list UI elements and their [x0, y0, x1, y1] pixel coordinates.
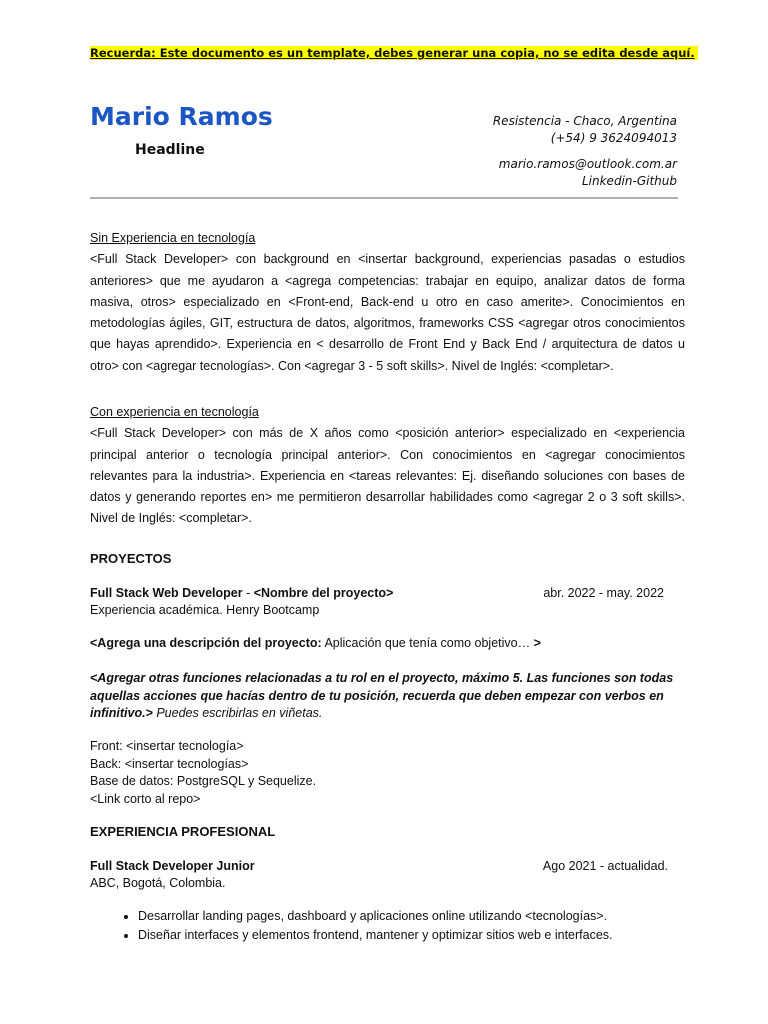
- tech-front: Front: <insertar tecnología>: [90, 739, 244, 753]
- project-description-label: <Agrega una descripción del proyecto:: [90, 636, 322, 650]
- project-institution: Experiencia académica. Henry Bootcamp: [90, 603, 320, 617]
- contact-block: [493, 113, 677, 190]
- project-functions-hint: Puedes escribirlas en viñetas.: [152, 706, 323, 720]
- project-description-close: >: [530, 636, 541, 650]
- project-description-text: Aplicación que tenía como objetivo…: [321, 636, 531, 650]
- project-description: [90, 635, 668, 652]
- project-functions: [90, 670, 680, 723]
- profile-no-experience: [90, 228, 685, 377]
- profile-title: Con experiencia en tecnología: [90, 405, 259, 419]
- template-notice: Recuerda: Este documento es un template, debes generar una copia, no se edita desde aquí.: [90, 46, 698, 60]
- headline: Headline: [135, 142, 205, 158]
- project-separator: -: [242, 586, 254, 600]
- candidate-name: Mario Ramos: [90, 102, 273, 131]
- profile-text: <Full Stack Developer> con background en <insertar background, experiencias pasadas o estudios anteriores> que me ayudaron a <agrega competencias: trabajar en equipo, analizar datos de forma masiva, otros> especializado en <Front-end, Back-end u otro en caso amerite>. Conocimientos en metodologías ágiles, GIT, estructura de datos, algoritmos, frameworks CSS <agregar otros conocimientos que hayas aprendido>. Experiencia en < desarrollo de Front End y Back End / arquitectura de datos u otro> con <agregar tecnologías>. Con <agregar 3 - 5 soft skills>. Nivel de Inglés: <completar>.: [90, 252, 685, 373]
- tech-back: Back: <insertar tecnologías>: [90, 756, 249, 771]
- project-functions-instructions: <Agregar otras funciones relacionadas a tu rol en el proyecto, máximo 5. Las funciones son todas aquellas acciones que hacías dentro de tu posición, recuerda que deben empezar con verbos en infinitivo.>: [90, 671, 674, 720]
- experience-header: [90, 858, 668, 875]
- experience-dates: Ago 2021 - actualidad.: [542, 859, 668, 873]
- project-name: <Nombre del proyecto>: [253, 586, 394, 600]
- project-tech-list: [90, 738, 690, 808]
- location: Resistencia - Chaco, Argentina: [492, 114, 677, 128]
- project-role: Full Stack Web Developer: [90, 586, 243, 600]
- section-title-experience: EXPERIENCIA PROFESIONAL: [90, 824, 276, 839]
- email-link[interactable]: mario.ramos@outlook.com.ar: [498, 157, 677, 171]
- project-header: [90, 585, 668, 602]
- tech-database: Base de datos: PostgreSQL y Sequelize.: [90, 774, 317, 788]
- list-item: • Desarrollar landing pages, dashboard y aplicaciones online utilizando <tecnologías>.: [138, 907, 698, 926]
- phone: (+54) 9 3624094013: [550, 131, 677, 145]
- header-divider: [90, 197, 678, 199]
- experience-role: Full Stack Developer Junior: [90, 859, 255, 873]
- social-links[interactable]: Linkedin-Github: [581, 174, 677, 188]
- profile-title: Sin Experiencia en tecnología: [90, 231, 256, 245]
- repo-link[interactable]: <Link corto al repo>: [90, 791, 201, 806]
- experience-bullets: [90, 907, 698, 945]
- project-dates: abr. 2022 - may. 2022: [543, 586, 664, 600]
- profile-text: <Full Stack Developer> con más de X años como <posición anterior> especializado en <experiencia principal anterior o tecnología principal anterior>. Con conocimientos en <agregar conocimientos relevantes para la industria>. Experiencia en <tareas relevantes: Ej. diseñando soluciones con bases de datos y generando reportes en> me permitieron desarrollar habilidades como <agregar 2 o 3 soft skills>. Nivel de Inglés: <completar>.: [90, 426, 685, 526]
- profile-with-experience: [90, 402, 685, 530]
- list-item: • Diseñar interfaces y elementos frontend, mantener y optimizar sitios web e interfaces.: [138, 926, 698, 945]
- section-title-projects: PROYECTOS: [90, 551, 172, 566]
- experience-company: ABC, Bogotá, Colombia.: [90, 876, 226, 890]
